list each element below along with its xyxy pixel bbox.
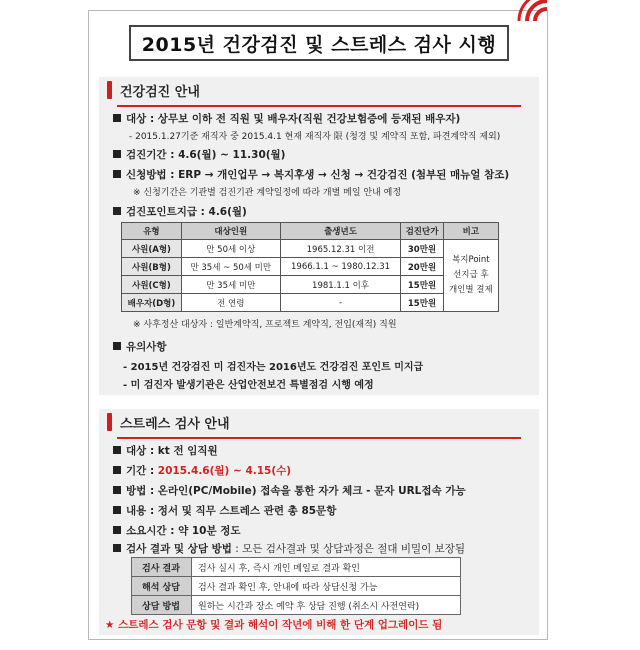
health-target: 대상 : 상무보 이하 전 직원 및 배우자(직원 건강보험증에 등재된 배우자) <box>113 111 460 126</box>
caution-item: - 2015년 건강검진 미 검진자는 2016년도 건강검진 포인트 미지급 <box>123 362 424 373</box>
birth-cell: 1965.12.31 이전 <box>280 240 401 258</box>
square-bullet-icon <box>113 486 121 494</box>
square-bullet-icon <box>113 526 121 534</box>
caution-heading: 유의사항 <box>113 339 167 354</box>
table-row <box>122 276 499 294</box>
price-cell: 20만원 <box>401 258 443 276</box>
price-cell: 15만원 <box>401 276 443 294</box>
square-bullet-icon <box>113 466 121 474</box>
target-cell: 만 35세 ~ 50세 미만 <box>181 258 280 276</box>
square-bullet-icon <box>113 207 121 215</box>
row-label: 해석 상담 <box>132 577 192 596</box>
red-bar-icon <box>107 413 112 431</box>
health-price-table <box>121 222 499 312</box>
upgrade-notice: ★ 스트레스 검사 문항 및 결과 해석이 작년에 비해 한 단계 업그레이드 됨 <box>105 619 443 631</box>
red-bar-icon <box>107 81 112 99</box>
table-row <box>132 558 461 577</box>
stress-section-heading <box>107 409 230 435</box>
health-section-title: 건강검진 안내 <box>120 84 200 100</box>
stress-time: 소요시간 : 약 10분 정도 <box>113 523 241 538</box>
square-bullet-icon <box>113 342 121 350</box>
square-bullet-icon <box>113 170 121 178</box>
row-text: 검사 결과 확인 후, 안내에 따라 상담신청 가능 <box>192 577 461 596</box>
square-bullet-icon <box>113 114 121 122</box>
table-header-cell: 대상인원 <box>181 223 280 240</box>
target-cell: 전 연령 <box>181 294 280 312</box>
square-bullet-icon <box>113 544 121 552</box>
birth-cell: 1981.1.1 이후 <box>280 276 401 294</box>
health-period: 검진기간 : 4.6(월) ~ 11.30(월) <box>113 147 286 162</box>
table-row <box>132 596 461 615</box>
remark-cell <box>443 240 498 312</box>
remark-line: 개인별 결제 <box>448 285 493 295</box>
notice-frame <box>88 10 548 640</box>
birth-cell: 1966.1.1 ~ 1980.12.31 <box>280 258 401 276</box>
type-cell: 사원(C형) <box>122 276 182 294</box>
health-apply-method: 신청방법 : ERP → 개인업무 → 복지후생 → 신청 → 건강검진 (첨부된 매뉴얼 참조) <box>113 167 509 182</box>
target-cell: 만 50세 이상 <box>181 240 280 258</box>
table-row <box>122 294 499 312</box>
table-header-cell: 비고 <box>443 223 498 240</box>
table-header-row <box>122 223 499 240</box>
row-text: 원하는 시간과 장소 예약 후 상담 진행 (취소시 사전연락) <box>192 596 461 615</box>
target-cell: 만 35세 미만 <box>181 276 280 294</box>
table-header-cell: 검진단가 <box>401 223 443 240</box>
health-apply-note: ※ 신청기간은 기관별 검진기관 계약일정에 따라 개별 메일 안내 예정 <box>133 188 402 198</box>
table-row <box>132 577 461 596</box>
stress-period-value: 2015.4.6(월) ~ 4.15(수) <box>157 465 292 477</box>
table-header-cell: 유형 <box>122 223 182 240</box>
square-bullet-icon <box>113 446 121 454</box>
price-cell: 30만원 <box>401 240 443 258</box>
type-cell: 사원(A형) <box>122 240 182 258</box>
price-cell: 15만원 <box>401 294 443 312</box>
remark-line: 복지Point <box>452 255 490 265</box>
table-header-cell: 출생년도 <box>280 223 401 240</box>
type-cell: 배우자(D형) <box>122 294 182 312</box>
remark-line: 선지급 후 <box>453 270 489 280</box>
stress-section-title: 스트레스 검사 안내 <box>120 416 230 432</box>
row-label: 검사 결과 <box>132 558 192 577</box>
corner-arcs-decoration <box>517 0 577 51</box>
health-section-heading <box>107 77 200 103</box>
section-divider <box>117 105 521 107</box>
row-label: 상담 방법 <box>132 596 192 615</box>
table-row <box>122 258 499 276</box>
square-bullet-icon <box>113 150 121 158</box>
stress-result-method: 검사 결과 및 상담 방법 : 모든 검사결과 및 상담과정은 절대 비밀이 보장됨 <box>113 541 465 556</box>
row-text: 검사 실시 후, 즉시 개인 메일로 결과 확인 <box>192 558 461 577</box>
stress-test-panel <box>99 409 539 635</box>
health-points: 검진포인트지급 : 4.6(월) <box>113 204 247 219</box>
stress-content: 내용 : 정서 및 직무 스트레스 관련 총 85문항 <box>113 503 336 518</box>
settle-note: ※ 사후정산 대상자 : 일반계약직, 프로젝트 계약직, 전입(재적) 직원 <box>133 320 397 330</box>
stress-period: 기간 : 2015.4.6(월) ~ 4.15(수) <box>113 463 291 478</box>
stress-target: 대상 : kt 전 임직원 <box>113 443 218 458</box>
health-target-note: - 2015.1.27기준 재직자 중 2015.4.1 현재 재직자 限 (청경 및 계약직 포함, 파견계약직 제외) <box>129 132 501 142</box>
table-row <box>122 240 499 258</box>
page-title: 2015년 건강검진 및 스트레스 검사 시행 <box>129 25 509 61</box>
type-cell: 사원(B형) <box>122 258 182 276</box>
stress-result-table <box>131 557 461 615</box>
section-divider <box>117 437 521 439</box>
square-bullet-icon <box>113 506 121 514</box>
health-check-panel <box>99 77 539 395</box>
birth-cell: - <box>280 294 401 312</box>
caution-item: - 미 검진자 발생기관은 산업안전보건 특별점검 시행 예정 <box>123 380 374 391</box>
stress-method: 방법 : 온라인(PC/Mobile) 접속을 통한 자가 체크 - 문자 URL접속 가능 <box>113 483 466 498</box>
